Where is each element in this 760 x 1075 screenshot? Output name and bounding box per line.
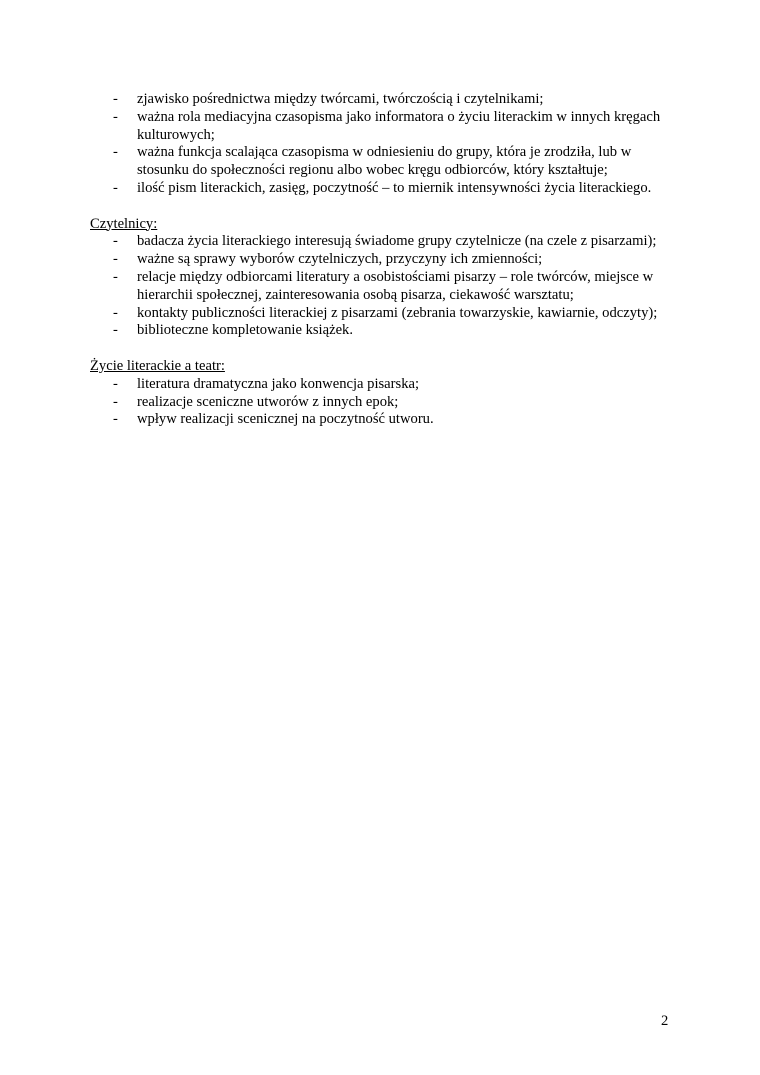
- list-item: [90, 180, 680, 198]
- list-item-text: realizacje sceniczne utworów z innych epok;: [137, 393, 399, 410]
- section-heading-readers: Czytelnicy:: [90, 215, 158, 232]
- list-item-text: zjawisko pośrednictwa między twórcami, twórczością i czytelnikami;: [137, 91, 544, 107]
- intro-list: [90, 91, 680, 198]
- list-item-text: relacje między odbiorcami literatury a osobistościami pisarzy – role twórców, miejsce w hierarchii społecznej, zainteresowania osobą pisarza, ciekawość warsztatu;: [137, 268, 654, 303]
- list-item: [90, 109, 680, 145]
- list-item-text: literatura dramatyczna jako konwencja pisarska;: [137, 375, 420, 392]
- list-item-text: ważna funkcja scalająca czasopisma w odniesieniu do grupy, która je zrodziła, lub w stosunku do społeczności regionu albo wobec kręgu odbiorców, który kształtuje;: [137, 144, 632, 179]
- list-item: [90, 91, 680, 109]
- list-item: [90, 376, 680, 394]
- paragraph-spacer: [90, 198, 680, 216]
- page-number: 2: [661, 1013, 669, 1029]
- readers-list: [90, 233, 680, 340]
- section-heading-theatre: Życie literackie a teatr:: [90, 357, 225, 374]
- list-item: [90, 269, 680, 305]
- list-item: [90, 144, 680, 180]
- list-dash: -: [113, 375, 118, 392]
- list-dash: -: [113, 108, 118, 125]
- list-item-text: wpływ realizacji scenicznej na poczytność utworu.: [137, 411, 434, 428]
- list-item: [90, 394, 680, 412]
- theatre-list: [90, 376, 680, 429]
- list-dash: -: [113, 91, 118, 107]
- list-item: [90, 251, 680, 269]
- list-item-text: ważna rola mediacyjna czasopisma jako informatora o życiu literackim w innych kręgach kulturowych;: [137, 108, 661, 143]
- list-item: [90, 305, 680, 323]
- list-item: [90, 322, 680, 340]
- paragraph-spacer: [90, 340, 680, 358]
- list-dash: -: [113, 411, 118, 428]
- list-item-text: kontakty publiczności literackiej z pisarzami (zebrania towarzyskie, kawiarnie, odczyty);: [137, 304, 658, 321]
- list-dash: -: [113, 144, 118, 161]
- list-item-text: ilość pism literackich, zasięg, poczytność – to miernik intensywności życia literackiego.: [137, 179, 652, 196]
- list-dash: -: [113, 393, 118, 410]
- list-dash: -: [113, 251, 118, 268]
- list-dash: -: [113, 268, 118, 285]
- list-dash: -: [113, 233, 118, 250]
- page-content: [90, 91, 680, 429]
- list-dash: -: [113, 179, 118, 196]
- list-item: [90, 233, 680, 251]
- list-item-text: biblioteczne kompletowanie książek.: [137, 322, 353, 339]
- list-dash: -: [113, 322, 118, 339]
- list-item-text: badacza życia literackiego interesują świadome grupy czytelnicze (na czele z pisarzami);: [137, 233, 657, 250]
- list-item-text: ważne są sprawy wyborów czytelniczych, przyczyny ich zmienności;: [137, 251, 543, 268]
- list-dash: -: [113, 304, 118, 321]
- list-item: [90, 411, 680, 429]
